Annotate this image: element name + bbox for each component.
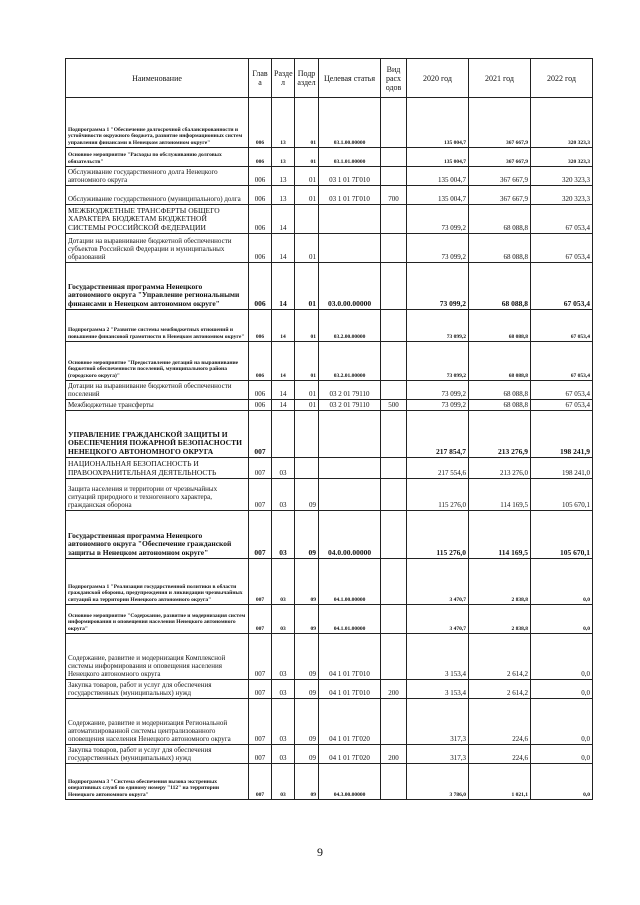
row-2020: 217 854,7 [407,411,469,458]
row-glava: 006 [249,148,272,167]
row-target-article: 03 1 01 7Г010 [319,186,381,205]
row-name: Закупка товаров, работ и услуг для обеспечения государственных (муниципальных) нужд [66,745,249,764]
header-razdel: Разде л [272,59,295,98]
header-podrazdel: Подр аздел [295,59,319,98]
header-2022: 2022 год [531,59,593,98]
row-glava: 006 [249,310,272,342]
row-glava: 006 [249,263,272,310]
row-2022: 0,0 [531,680,593,699]
row-2022: 320 323,3 [531,186,593,205]
row-razdel: 14 [272,400,295,411]
row-name: Обслуживание государственного долга Ненецкого автономного округа [66,167,249,186]
row-2020: 73 099,2 [407,205,469,234]
row-2022: 67 053,4 [531,400,593,411]
row-target-article [319,234,381,263]
row-expense-type [381,411,407,458]
row-glava: 007 [249,479,272,511]
row-podrazdel: 09 [295,699,319,745]
row-name: Дотации на выравнивание бюджетной обеспеченности поселений [66,381,249,400]
row-expense-type [381,634,407,680]
row-target-article: 03.0.00.00000 [319,263,381,310]
row-2021: 68 088,8 [469,342,531,381]
row-2021: 213 276,0 [469,458,531,479]
header-2020: 2020 год [407,59,469,98]
row-podrazdel: 09 [295,764,319,800]
row-target-article: 04.1.01.00000 [319,605,381,634]
row-target-article [319,411,381,458]
row-podrazdel: 01 [295,186,319,205]
row-2020: 73 099,2 [407,310,469,342]
row-podrazdel: 09 [295,680,319,699]
row-glava: 006 [249,167,272,186]
row-2020: 73 099,2 [407,234,469,263]
row-target-article: 04 1 01 7Г020 [319,745,381,764]
header-target-article: Целевая статья [319,59,381,98]
row-expense-type [381,310,407,342]
row-2020: 135 004,7 [407,186,469,205]
row-glava: 007 [249,699,272,745]
table-row [66,186,593,205]
row-2021: 2 838,8 [469,605,531,634]
row-2022: 320 323,3 [531,167,593,186]
row-2020: 73 099,2 [407,342,469,381]
row-2020: 3 153,4 [407,680,469,699]
row-2021: 68 088,8 [469,205,531,234]
row-2021: 224,6 [469,699,531,745]
table-row [66,634,593,680]
table-row [66,148,593,167]
row-expense-type: 200 [381,745,407,764]
row-podrazdel: 01 [295,234,319,263]
row-glava: 006 [249,98,272,148]
table-row [66,310,593,342]
row-name: Подпрограмма 1 "Реализация государственной политики в области гражданской обороны, предупреждения и ликвидации чрезвычайных ситуаций на территории Ненецкого автономного округа" [66,559,249,605]
row-glava: 006 [249,400,272,411]
row-glava: 007 [249,745,272,764]
table-header-row [66,59,593,98]
row-expense-type [381,764,407,800]
row-podrazdel: 01 [295,310,319,342]
row-2021: 367 667,9 [469,186,531,205]
row-glava: 007 [249,559,272,605]
table-row [66,234,593,263]
row-target-article [319,479,381,511]
row-2021: 367 667,9 [469,148,531,167]
row-name: УПРАВЛЕНИЕ ГРАЖДАНСКОЙ ЗАЩИТЫ И ОБЕСПЕЧЕНИЯ ПОЖАРНОЙ БЕЗОПАСНОСТИ НЕНЕЦКОГО АВТОНОМНОГО ОКРУГА [66,411,249,458]
budget-table [65,58,593,800]
row-razdel: 03 [272,699,295,745]
row-podrazdel [295,458,319,479]
row-2021: 68 088,8 [469,234,531,263]
row-razdel: 13 [272,98,295,148]
row-name: Государственная программа Ненецкого автономного округа "Управление региональными финансами в Ненецком автономном округе" [66,263,249,310]
row-2021: 1 021,1 [469,764,531,800]
row-name: Межбюджетные трансферты [66,400,249,411]
row-2021: 2 614,2 [469,634,531,680]
row-glava: 007 [249,764,272,800]
row-podrazdel: 01 [295,167,319,186]
row-2021: 2 614,2 [469,680,531,699]
row-glava: 006 [249,186,272,205]
row-2022: 105 670,1 [531,479,593,511]
row-2021: 68 088,8 [469,400,531,411]
row-razdel: 13 [272,148,295,167]
row-expense-type [381,205,407,234]
page-number: 9 [317,845,323,859]
row-name: Подпрограмма 1 "Обеспечение долгосрочной сбалансированности и устойчивости окружного бюджета, развитие информационных систем управления финансами в Ненецком автономном округе" [66,98,249,148]
row-razdel: 13 [272,186,295,205]
row-2021: 213 276,9 [469,411,531,458]
row-2021: 367 667,9 [469,167,531,186]
row-target-article: 04 1 01 7Г010 [319,680,381,699]
header-expense-type: Вид расх одов [381,59,407,98]
row-podrazdel: 09 [295,634,319,680]
row-expense-type [381,699,407,745]
header-glava: Глав а [249,59,272,98]
row-glava: 006 [249,342,272,381]
row-2020: 135 004,7 [407,98,469,148]
row-glava: 007 [249,605,272,634]
row-2020: 3 470,7 [407,605,469,634]
row-2020: 73 099,2 [407,381,469,400]
row-target-article [319,205,381,234]
row-2022: 67 053,4 [531,310,593,342]
row-podrazdel [295,205,319,234]
row-name: НАЦИОНАЛЬНАЯ БЕЗОПАСНОСТЬ И ПРАВООХРАНИТЕЛЬНАЯ ДЕЯТЕЛЬНОСТЬ [66,458,249,479]
row-razdel [272,411,295,458]
table-row [66,342,593,381]
row-glava: 006 [249,205,272,234]
header-name: Наименование [66,59,249,98]
header-2021: 2021 год [469,59,531,98]
row-podrazdel: 01 [295,148,319,167]
row-glava: 007 [249,511,272,559]
row-razdel: 03 [272,479,295,511]
row-2021: 114 169,5 [469,479,531,511]
row-podrazdel: 01 [295,98,319,148]
row-expense-type [381,458,407,479]
row-name: Основное мероприятие "Предоставление дотаций на выравнивание бюджетной обеспеченности поселений, муниципального района (городского округа)" [66,342,249,381]
row-2022: 0,0 [531,764,593,800]
row-razdel: 14 [272,205,295,234]
row-name: Подпрограмма 2 "Развитие системы межбюджетных отношений и повышение финансовой грамотности в Ненецком автономном округе" [66,310,249,342]
table-row [66,479,593,511]
row-podrazdel: 01 [295,381,319,400]
table-row [66,400,593,411]
row-target-article: 03.2.00.00000 [319,310,381,342]
row-expense-type [381,342,407,381]
table-row [66,263,593,310]
row-2021: 68 088,8 [469,310,531,342]
row-name: Основное мероприятие "Содержание, развитие и модернизация систем информирования и оповещения населения Ненецкого автономного округа" [66,605,249,634]
table-row [66,559,593,605]
row-2022: 0,0 [531,634,593,680]
table-row [66,511,593,559]
row-2020: 217 554,6 [407,458,469,479]
row-2020: 317,3 [407,745,469,764]
row-target-article: 03.1.01.00000 [319,148,381,167]
row-target-article: 03 1 01 7Г010 [319,167,381,186]
row-target-article: 04 1 01 7Г020 [319,699,381,745]
row-razdel: 14 [272,342,295,381]
row-name: Обслуживание государственного (муниципального) долга [66,186,249,205]
table-body [66,98,593,800]
row-razdel: 14 [272,310,295,342]
row-2022: 67 053,4 [531,381,593,400]
table-row [66,167,593,186]
row-podrazdel [295,411,319,458]
row-target-article: 03 2 01 79110 [319,381,381,400]
row-expense-type [381,511,407,559]
row-glava: 007 [249,458,272,479]
row-2020: 73 099,2 [407,400,469,411]
row-2021: 114 169,5 [469,511,531,559]
row-2022: 0,0 [531,745,593,764]
row-2022: 320 323,3 [531,98,593,148]
row-2021: 68 088,8 [469,381,531,400]
row-target-article: 04.0.00.00000 [319,511,381,559]
row-expense-type [381,148,407,167]
row-podrazdel: 01 [295,342,319,381]
row-expense-type: 500 [381,400,407,411]
row-razdel: 03 [272,680,295,699]
row-expense-type: 200 [381,680,407,699]
row-razdel: 14 [272,263,295,310]
row-name: Закупка товаров, работ и услуг для обеспечения государственных (муниципальных) нужд [66,680,249,699]
row-name: Основное мероприятие "Расходы по обслуживанию долговых обязательств" [66,148,249,167]
row-razdel: 14 [272,234,295,263]
row-2022: 198 241,9 [531,411,593,458]
row-target-article: 03.1.00.00000 [319,98,381,148]
table-row [66,699,593,745]
row-2020: 317,3 [407,699,469,745]
row-2022: 0,0 [531,605,593,634]
row-target-article: 04.3.00.00000 [319,764,381,800]
row-razdel: 13 [272,167,295,186]
row-podrazdel: 09 [295,559,319,605]
row-2022: 67 053,4 [531,234,593,263]
row-2022: 320 323,3 [531,148,593,167]
table-row [66,458,593,479]
row-2020: 115 276,0 [407,511,469,559]
table-row [66,764,593,800]
row-2021: 68 088,8 [469,263,531,310]
row-2022: 0,0 [531,699,593,745]
row-2021: 367 667,9 [469,98,531,148]
row-razdel: 03 [272,764,295,800]
table-row [66,605,593,634]
row-target-article: 04.1.00.00000 [319,559,381,605]
row-podrazdel: 09 [295,511,319,559]
row-expense-type [381,167,407,186]
row-target-article: 03 2 01 79110 [319,400,381,411]
row-2022: 105 670,1 [531,511,593,559]
table-row [66,205,593,234]
row-podrazdel: 09 [295,745,319,764]
row-razdel: 03 [272,458,295,479]
row-2021: 224,6 [469,745,531,764]
row-2020: 3 153,4 [407,634,469,680]
row-razdel: 03 [272,559,295,605]
table-row [66,98,593,148]
row-expense-type [381,559,407,605]
row-name: Государственная программа Ненецкого автономного округа "Обеспечение гражданской защиты в Ненецком автономном округе" [66,511,249,559]
table-row [66,745,593,764]
row-2022: 67 053,4 [531,205,593,234]
row-podrazdel: 09 [295,605,319,634]
row-name: Содержание, развитие и модернизация Комплексной системы информирования и оповещения населения Ненецкого автономного округа [66,634,249,680]
row-glava: 007 [249,411,272,458]
row-expense-type: 700 [381,186,407,205]
row-2020: 135 004,7 [407,148,469,167]
row-name: Подпрограмма 3 "Система обеспечения вызова экстренных оперативных служб по единому номеру "112" на территории Ненецкого автономного округа" [66,764,249,800]
row-2020: 3 470,7 [407,559,469,605]
row-name: МЕЖБЮДЖЕТНЫЕ ТРАНСФЕРТЫ ОБЩЕГО ХАРАКТЕРА БЮДЖЕТАМ БЮДЖЕТНОЙ СИСТЕМЫ РОССИЙСКОЙ ФЕДЕРАЦИИ [66,205,249,234]
table-row [66,680,593,699]
row-2020: 73 099,2 [407,263,469,310]
row-expense-type [381,234,407,263]
row-target-article: 03.2.01.00000 [319,342,381,381]
row-name: Дотации на выравнивание бюджетной обеспеченности субъектов Российской Федерации и муниципальных образований [66,234,249,263]
row-2022: 198 241,0 [531,458,593,479]
row-expense-type [381,381,407,400]
row-podrazdel: 01 [295,400,319,411]
row-name: Содержание, развитие и модернизация Региональной автоматизированной системы централизованного оповещения населения Ненецкого автономного округа [66,699,249,745]
table-row [66,381,593,400]
row-razdel: 03 [272,745,295,764]
row-2022: 0,0 [531,559,593,605]
row-razdel: 14 [272,381,295,400]
table-row [66,411,593,458]
row-target-article [319,458,381,479]
row-name: Защита населения и территории от чрезвычайных ситуаций природного и техногенного характера, гражданская оборона [66,479,249,511]
row-2022: 67 053,4 [531,263,593,310]
row-glava: 006 [249,381,272,400]
row-expense-type [381,263,407,310]
row-razdel: 03 [272,634,295,680]
row-2022: 67 053,4 [531,342,593,381]
row-glava: 007 [249,634,272,680]
row-podrazdel: 01 [295,263,319,310]
row-expense-type [381,98,407,148]
row-razdel: 03 [272,511,295,559]
row-expense-type [381,605,407,634]
row-glava: 006 [249,234,272,263]
row-podrazdel: 09 [295,479,319,511]
row-2020: 135 004,7 [407,167,469,186]
row-2021: 2 838,8 [469,559,531,605]
row-2020: 3 786,0 [407,764,469,800]
row-expense-type [381,479,407,511]
row-target-article: 04 1 01 7Г010 [319,634,381,680]
row-glava: 007 [249,680,272,699]
row-2020: 115 276,0 [407,479,469,511]
row-razdel: 03 [272,605,295,634]
